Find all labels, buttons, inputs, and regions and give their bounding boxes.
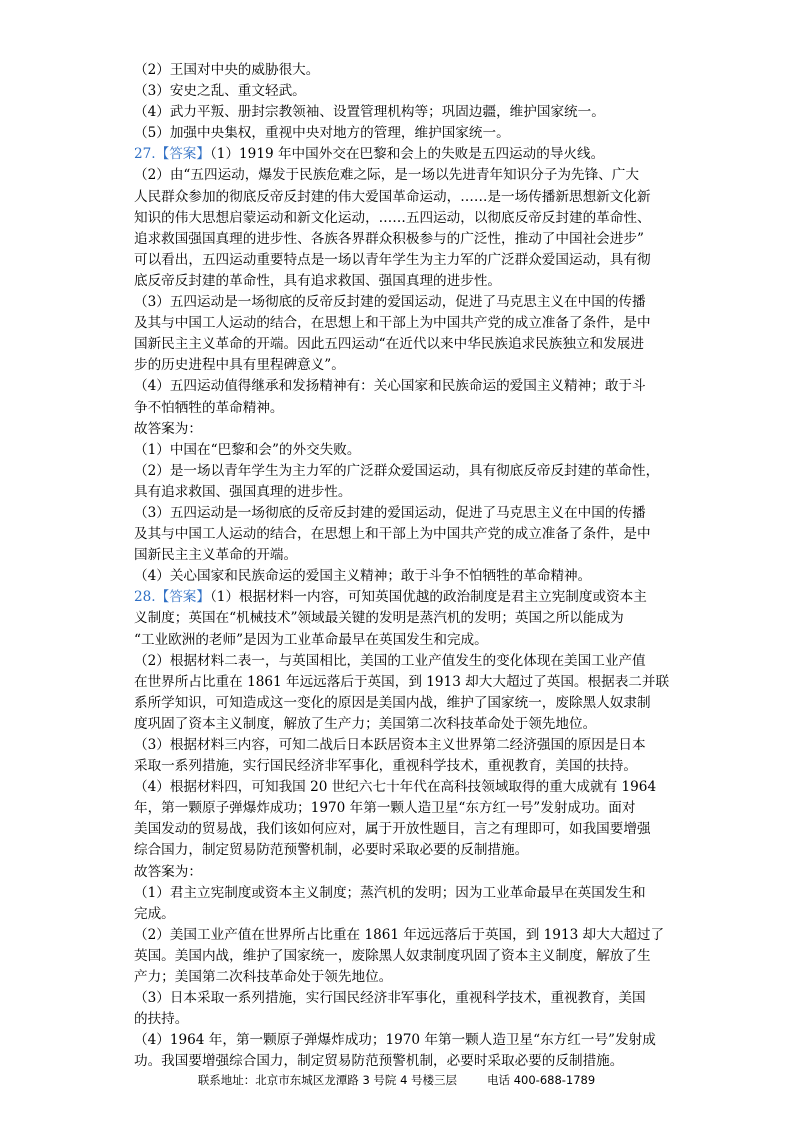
line-text: （1）君主立宪制度或资本主义制度；蒸汽机的发明；因为工业革命最早在英国发生和: [134, 884, 646, 901]
line-text: 采取一系列措施，实行国民经济非军事化，重视科学技术，重视教育，美国的扶持。: [134, 758, 637, 775]
line-text: （3）五四运动是一场彻底的反帝反封建的爱国运动，促进了马克思主义在中国的传播: [134, 504, 646, 521]
line-text: （1）中国在“巴黎和会”的外交失败。: [134, 441, 361, 458]
text-line: [134, 165, 674, 186]
text-line: [134, 187, 674, 208]
line-text: 知识的伟大思想启蒙运动和新文化运动，……五四运动，以彻底反帝反封建的革命性、: [134, 209, 651, 226]
line-text: 及其与中国工人运动的结合，在思想上和干部上为中国共产党的成立准备了条件，是中: [134, 315, 651, 332]
line-text: 及其与中国工人运动的结合，在思想上和干部上为中国共产党的成立准备了条件，是中: [134, 526, 651, 543]
line-text: （3）五四运动是一场彻底的反帝反封建的爱国运动，促进了马克思主义在中国的传播: [134, 294, 646, 311]
text-line: [134, 735, 674, 756]
text-line: [134, 819, 674, 840]
text-line: [134, 714, 674, 735]
text-line: [134, 250, 674, 271]
text-line: [134, 313, 674, 334]
text-line: [134, 376, 674, 397]
line-text: （3）根据材料三内容，可知二战后日本跃居资本主义世界第二经济强国的原因是日本: [134, 737, 646, 753]
line-text: （2）由“五四运动，爆发于民族危难之际，是一场以先进青年知识分子为先锋、广大: [134, 167, 639, 184]
line-text: （2）美国工业产值在世界所占比重在 1861 年远远落后于英国，到 1913 却大大超过了: [134, 926, 665, 943]
text-line: [134, 798, 674, 819]
footer-phone: 电话 400-688-1789: [487, 1073, 596, 1087]
line-text: 年，第一颗原子弹爆炸成功；1970 年第一颗人造卫星“东方红一号”发射成功。面对: [134, 800, 636, 817]
text-line: [134, 60, 674, 81]
line-text: 故答案为：: [134, 863, 202, 880]
line-text: 具有追求救国、强国真理的进步性。: [134, 483, 352, 500]
text-line: [134, 292, 674, 313]
footer-address: 联系地址：北京市东城区龙潭路 3 号院 4 号楼三层: [197, 1073, 458, 1087]
line-text: 英国。美国内战，维护了国家统一，废除黑人奴隶制度巩固了资本主义制度，解放了生: [134, 947, 651, 964]
text-line: [134, 144, 674, 165]
text-line: [134, 672, 674, 693]
text-line: [134, 208, 674, 229]
text-line: [134, 123, 674, 144]
line-text: 的扶持。: [134, 1011, 189, 1028]
text-line: [134, 587, 674, 608]
text-line: [134, 904, 674, 925]
line-text: 度巩固了资本主义制度，解放了生产力；美国第二次科技革命处于领先地位。: [134, 715, 597, 732]
text-line: [134, 1051, 674, 1072]
line-text: （3）安史之乱、重文轻武。: [134, 83, 306, 100]
line-text: 完成。: [134, 905, 175, 922]
text-line: [134, 229, 674, 250]
text-line: [134, 777, 674, 798]
line-text: （3）日本采取一系列措施，实行国民经济非军事化，重视科学技术，重视教育，美国: [134, 990, 646, 1007]
text-line: [134, 756, 674, 777]
text-line: [134, 271, 674, 292]
line-text: 可以看出，五四运动重要特点是一场以青年学生为主力军的广泛群众爱国运动，具有彻: [134, 251, 651, 268]
text-line: [134, 925, 674, 946]
answer-label: 28.【答案】: [134, 589, 210, 606]
line-text: 综合国力，制定贸易防范预警机制，必要时采取必要的反制措施。: [134, 842, 529, 859]
text-line: [134, 334, 674, 355]
line-text: 步的历史进程中具有里程碑意义”。: [134, 357, 345, 374]
text-line: [134, 1009, 674, 1030]
line-text: 人民群众参加的彻底反帝反封建的伟大爱国革命运动，……是一场传播新思想新文化新: [134, 188, 651, 205]
text-line: [134, 566, 674, 587]
text-line: [134, 461, 674, 482]
line-text: （2）根据材料二表一，与英国相比，美国的工业产值发生的变化体现在美国工业产值: [134, 652, 646, 669]
text-line: [134, 1030, 674, 1051]
text-line: [134, 651, 674, 672]
line-text: 追求救国强国真理的进步性、各族各界群众积极参与的广泛性，推动了中国社会进步”: [134, 230, 644, 247]
line-text: （4）1964 年，第一颗原子弹爆炸成功；1970 年第一颗人造卫星“东方红一号”发射成: [134, 1032, 656, 1049]
text-line: [134, 545, 674, 566]
line-text: （1）1919 年中国外交在巴黎和会上的失败是五四运动的导火线。: [210, 146, 605, 163]
line-text: 系所学知识，可知造成这一变化的原因是美国内战，维护了国家统一，废除黑人奴隶制: [134, 694, 651, 711]
answer-label: 27.【答案】: [134, 146, 210, 163]
line-text: （5）加强中央集权，重视中央对地方的管理，维护国家统一。: [134, 125, 510, 142]
text-line: [134, 608, 674, 629]
text-line: [134, 883, 674, 904]
line-text: （4）五四运动值得继承和发扬精神有：关心国家和民族命运的爱国主义精神；敢于斗: [134, 378, 646, 395]
text-line: [134, 693, 674, 714]
line-text: 底反帝反封建的革命性，具有追求救国、强国真理的进步性。: [134, 272, 502, 289]
text-line: [134, 967, 674, 988]
answer-text-body: [134, 60, 674, 1073]
line-text: 国新民主主义革命的开端。: [134, 547, 298, 564]
text-line: [134, 840, 674, 861]
text-line: [134, 482, 674, 503]
page-footer: [0, 1072, 793, 1088]
text-line: [134, 946, 674, 967]
text-line: [134, 419, 674, 440]
line-text: 国新民主主义革命的开端。因此五四运动“在近代以来中华民族追求民族独立和发展进: [134, 336, 644, 353]
text-line: [134, 524, 674, 545]
line-text: 义制度；英国在“机械技术”领域最关键的发明是蒸汽机的发明；英国之所以能成为: [134, 610, 624, 627]
line-text: 争不怕牺牲的革命精神。: [134, 399, 284, 416]
text-line: [134, 988, 674, 1009]
line-text: 产力；美国第二次科技革命处于领先地位。: [134, 969, 393, 986]
line-text: （4）根据材料四，可知我国 20 世纪六七十年代在高科技领域取得的重大成就有 1964: [134, 779, 657, 796]
text-line: [134, 862, 674, 883]
line-text: 在世界所占比重在 1861 年远远落后于英国，到 1913 却大大超过了英国。根据表二并联: [134, 673, 670, 690]
text-line: [134, 398, 674, 419]
line-text: 故答案为：: [134, 420, 202, 437]
line-text: （4）武力平叛、册封宗教领袖、设置管理机构等；巩固边疆，维护国家统一。: [134, 104, 605, 121]
line-text: （2）王国对中央的威胁很大。: [134, 62, 320, 78]
text-line: [134, 355, 674, 376]
text-line: [134, 81, 674, 102]
line-text: 美国发动的贸易战，我们该如何应对，属于开放性题目，言之有理即可，如我国要增强: [134, 821, 651, 838]
text-line: [134, 440, 674, 461]
line-text: 功。我国要增强综合国力，制定贸易防范预警机制，必要时采取必要的反制措施。: [134, 1053, 624, 1070]
text-line: [134, 503, 674, 524]
text-line: [134, 630, 674, 651]
line-text: （4）关心国家和民族命运的爱国主义精神；敢于斗争不怕牺牲的革命精神。: [134, 568, 592, 585]
line-text: “工业欧洲的老师”是因为工业革命最早在英国发生和完成。: [134, 631, 488, 648]
line-text: （1）根据材料一内容，可知英国优越的政治制度是君主立宪制度或资本主: [210, 589, 647, 606]
text-line: [134, 102, 674, 123]
line-text: （2）是一场以青年学生为主力军的广泛群众爱国运动，具有彻底反帝反封建的革命性，: [134, 462, 660, 479]
